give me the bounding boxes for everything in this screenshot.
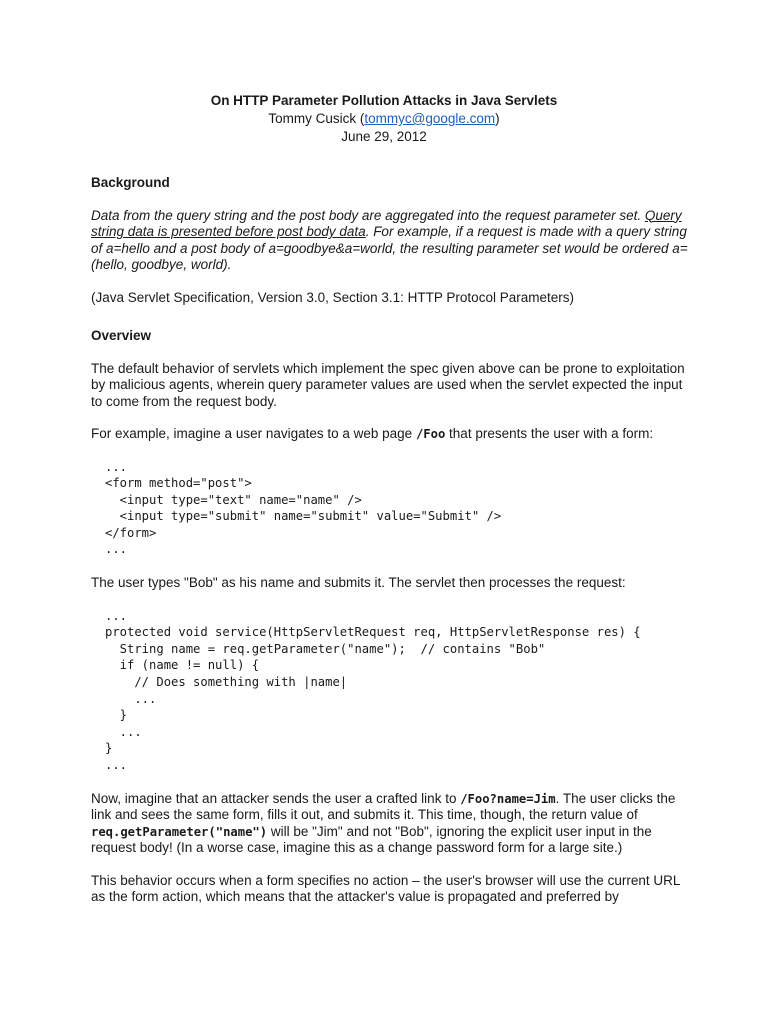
spec-citation: (Java Servlet Specification, Version 3.0, Section 3.1: HTTP Protocol Parameters) <box>91 289 574 305</box>
title-block <box>0 92 768 146</box>
para4-text-b: . The user clicks the link and sees the same form, fills it out, and submits it. This time, though, the return value of <box>91 790 676 822</box>
overview-paragraph-3: The user types "Bob" as his name and submits it. The servlet then processes the request: <box>91 575 626 591</box>
para4-text-c: will be "Jim" and not "Bob", ignoring the explicit user input in the request body! (In a worse case, imagine this as a change password form for a large site.) <box>91 823 652 855</box>
overview-paragraph-2 <box>91 426 691 443</box>
author-name: Tommy Cusick ( <box>268 111 365 126</box>
overview-heading: Overview <box>91 328 152 343</box>
servlet-code-block: ... protected void service(HttpServletRequest req, HttpServletResponse res) { String name = req.getParameter("name"); // contains "Bob" if (name != null) { // Does something with |name| ... } ... } ... <box>105 608 641 772</box>
get-parameter-code: req.getParameter("name") <box>91 824 268 839</box>
para4-text-a: Now, imagine that an attacker sends the user a crafted link to <box>91 790 461 806</box>
background-heading: Background <box>91 175 170 190</box>
author-suffix: ) <box>495 111 500 126</box>
overview-paragraph-5: This behavior occurs when a form specifies no action – the user's browser will use the current URL as the form action, which means that the attacker's value is propagated and preferred by <box>91 872 680 904</box>
document-body <box>91 175 691 922</box>
spec-quote <box>91 208 691 274</box>
para2-text-after: that presents the user with a form: <box>445 426 654 441</box>
document-title: On HTTP Parameter Pollution Attacks in Java Servlets <box>210 93 558 108</box>
form-code-block: ... <form method="post"> <input type="text" name="name" /> <input type="submit" name="submit" value="Submit" /> </form> ... <box>105 459 502 557</box>
author-line <box>0 110 768 128</box>
foo-path-code: /Foo <box>415 427 446 441</box>
spec-quote-underlined: Query string data is presented before post body data <box>91 207 682 239</box>
author-email-link[interactable]: tommyc@google.com <box>364 111 496 126</box>
overview-paragraph-4 <box>91 791 691 857</box>
document-date: June 29, 2012 <box>341 129 427 144</box>
spec-quote-part2: . For example, if a request is made with a query string of a=hello and a post body of a=goodbye&a=world, the resulting parameter set would be ordered a=(hello, goodbye, world). <box>91 224 688 272</box>
spec-quote-part1: Data from the query string and the post body are aggregated into the request parameter set. <box>91 207 642 223</box>
overview-paragraph-1: The default behavior of servlets which implement the spec given above can be prone to exploitation by malicious agents, wherein query parameter values are used when the servlet expected the input to come from the request body. <box>91 360 685 409</box>
para2-text-before: For example, imagine a user navigates to a web page <box>91 426 416 441</box>
crafted-link-code: /Foo?name=Jim <box>460 791 556 806</box>
